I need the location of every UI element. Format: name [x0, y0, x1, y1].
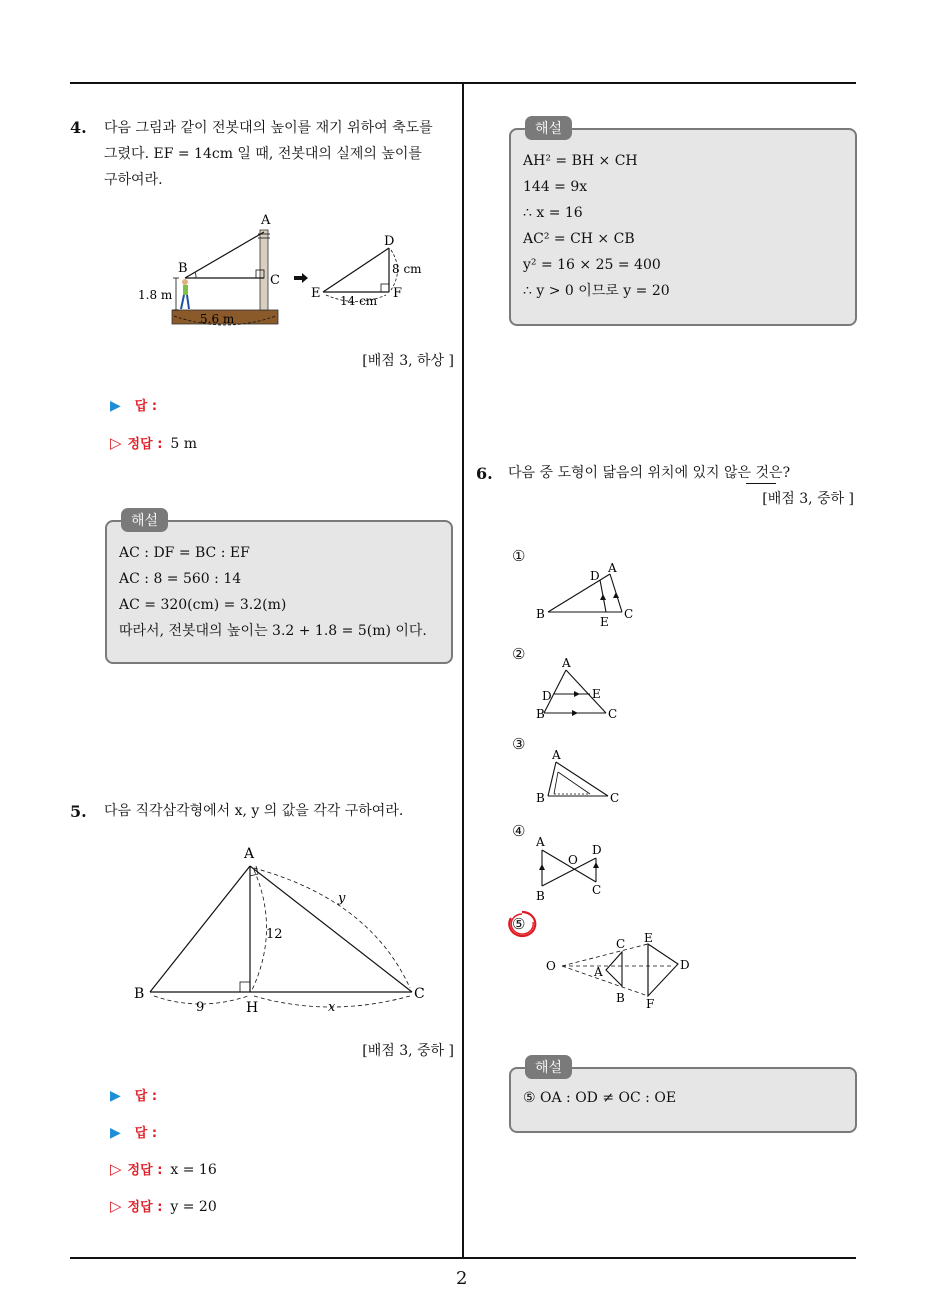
q5-answer-label-2: 답 : [134, 1126, 158, 1141]
q5-correct-x: x = 16 [170, 1162, 217, 1178]
q5-label-hc: x [328, 1000, 336, 1015]
q5-label-C: C [414, 986, 425, 1002]
q4-solution-tag: 해설 [121, 508, 168, 532]
svg-text:D: D [680, 958, 690, 972]
q4-text-line-1: 다음 그림과 같이 전봇대의 높이를 재기 위하여 축도를 [104, 120, 433, 136]
q6-option-3-figure[interactable] [530, 748, 630, 813]
q5-figure [130, 840, 440, 1020]
svg-text:C: C [608, 707, 618, 721]
q5-score: [배점 3, 중하 ] [362, 1043, 454, 1059]
q5-label-A: A [244, 846, 255, 862]
q4-solution-line-4: 따라서, 전봇대의 높이는 3.2 + 1.8 = 5(m) 이다. [119, 623, 427, 639]
bottom-rule [70, 1257, 856, 1259]
column-divider [462, 82, 464, 1259]
svg-text:B: B [616, 991, 625, 1005]
svg-text:C: C [610, 791, 620, 805]
q6-text: 다음 중 도형이 닮음의 위치에 있지 않은 것은? [508, 465, 791, 481]
answer-marker-icon: ▶ [110, 398, 121, 414]
q4-solution-box [105, 513, 453, 664]
q5-solution-box [509, 121, 857, 326]
q5-correct-row-y [110, 1195, 217, 1217]
q5-solution-line-6: ∴ y > 0 이므로 y = 20 [523, 283, 670, 299]
q6-solution-line: ⑤ OA : OD ≠ OC : OE [523, 1090, 677, 1106]
q4-solution-line-2: AC : 8 = 560 : 14 [119, 571, 242, 587]
q5-solution-line-2: 144 = 9x [523, 179, 588, 195]
q4-text-line-2: 그렸다. EF = 14cm 일 때, 전봇대의 실제의 높이를 [104, 146, 422, 162]
q4-correct-value: 5 m [170, 436, 198, 452]
q4-label-B: B [178, 261, 188, 276]
q4-figure [130, 210, 430, 330]
q6-option-4-figure[interactable] [530, 834, 630, 904]
answer-marker-icon: ▶ [110, 1088, 121, 1104]
q4-arrow-icon [294, 273, 308, 283]
svg-text:A: A [562, 658, 571, 670]
svg-text:D: D [592, 843, 602, 857]
page-number: 2 [456, 1268, 468, 1289]
q4-text-line-3: 구하여라. [104, 172, 163, 188]
svg-text:D: D [590, 569, 600, 583]
q5-text: 다음 직각삼각형에서 x, y 의 값을 각각 구하여라. [104, 803, 404, 819]
q4-label-C: C [270, 273, 280, 288]
q5-label-B: B [134, 986, 145, 1002]
q6-solution-box [509, 1060, 857, 1133]
q5-correct-row-x [110, 1158, 217, 1180]
q4-label-D: D [384, 234, 395, 249]
svg-text:E: E [600, 615, 609, 629]
q6-option-4-number[interactable]: ④ [512, 822, 526, 840]
q6-option-5-number[interactable]: ⑤ [512, 915, 526, 933]
svg-text:B: B [536, 889, 545, 903]
q4-label-ef: 14 cm [340, 294, 378, 308]
q6-underline [746, 483, 776, 484]
svg-text:A: A [552, 748, 561, 762]
correct-marker-icon: ▷ [110, 1160, 122, 1178]
q4-text [104, 115, 460, 193]
svg-text:E: E [644, 931, 653, 945]
q4-number: 4. [70, 118, 87, 137]
svg-text:A: A [594, 965, 603, 979]
q5-number: 5. [70, 802, 87, 821]
q4-correct-row [110, 432, 197, 454]
q4-solution-line-3: AC = 320(cm) = 3.2(m) [119, 597, 287, 613]
q6-option-3-number[interactable]: ③ [512, 735, 526, 753]
q5-answer-row-1[interactable] [110, 1085, 157, 1107]
q4-label-F: F [393, 286, 403, 301]
q5-solution-line-3: ∴ x = 16 [523, 205, 583, 221]
q4-correct-label: 정답 : [127, 437, 163, 452]
correct-marker-icon: ▷ [110, 1197, 122, 1215]
svg-text:E: E [592, 687, 601, 701]
correct-marker-icon: ▷ [110, 434, 122, 452]
svg-text:B: B [536, 707, 545, 721]
q5-solution-line-4: AC² = CH × CB [523, 231, 635, 247]
q5-label-ah: 12 [266, 927, 283, 942]
q5-solution-line-5: y² = 16 × 25 = 400 [523, 257, 661, 273]
q6-solution-tag: 해설 [525, 1055, 572, 1079]
q6-score: [배점 3, 중하 ] [762, 491, 854, 507]
q5-correct-y: y = 20 [170, 1199, 217, 1215]
q5-label-ac: y [338, 891, 346, 906]
q6-number: 6. [476, 464, 493, 483]
q5-answer-label-1: 답 : [134, 1089, 158, 1104]
q5-solution-tag: 해설 [525, 116, 572, 140]
q6-option-5-figure[interactable] [540, 928, 700, 1013]
q6-option-2-number[interactable]: ② [512, 645, 526, 663]
svg-text:C: C [624, 607, 634, 621]
svg-text:A: A [608, 561, 617, 575]
q6-option-1-figure[interactable] [530, 560, 650, 630]
q4-person-icon [181, 279, 189, 309]
q6-option-1-number[interactable]: ① [512, 547, 526, 565]
q5-label-H: H [246, 1000, 259, 1016]
q6-option-2-figure[interactable] [530, 658, 630, 723]
q5-label-bh: 9 [196, 1000, 205, 1015]
q4-label-df: 8 cm [392, 262, 422, 276]
q5-correct-label-y: 정답 : [127, 1200, 163, 1215]
svg-text:D: D [542, 689, 552, 703]
q5-answer-row-2[interactable] [110, 1122, 157, 1144]
q4-score: [배점 3, 하상 ] [362, 353, 454, 369]
svg-text:C: C [616, 937, 626, 951]
q4-answer-row[interactable] [110, 395, 157, 417]
q5-solution-line-1: AH² = BH × CH [523, 153, 638, 169]
answer-marker-icon: ▶ [110, 1125, 121, 1141]
svg-text:A: A [536, 835, 545, 849]
svg-text:B: B [536, 607, 545, 621]
q4-label-E: E [311, 286, 321, 301]
q5-correct-label-x: 정답 : [127, 1163, 163, 1178]
q4-label-height: 1.8 m [138, 288, 173, 302]
q4-solution-line-1: AC : DF = BC : EF [119, 545, 250, 561]
svg-text:O: O [568, 853, 578, 867]
svg-text:C: C [592, 883, 602, 897]
q4-label-A: A [261, 213, 271, 228]
svg-text:F: F [646, 997, 655, 1011]
svg-text:O: O [546, 959, 556, 973]
q4-answer-label: 답 : [134, 399, 158, 414]
svg-text:B: B [536, 791, 545, 805]
q4-label-base: 5.6 m [200, 312, 235, 326]
